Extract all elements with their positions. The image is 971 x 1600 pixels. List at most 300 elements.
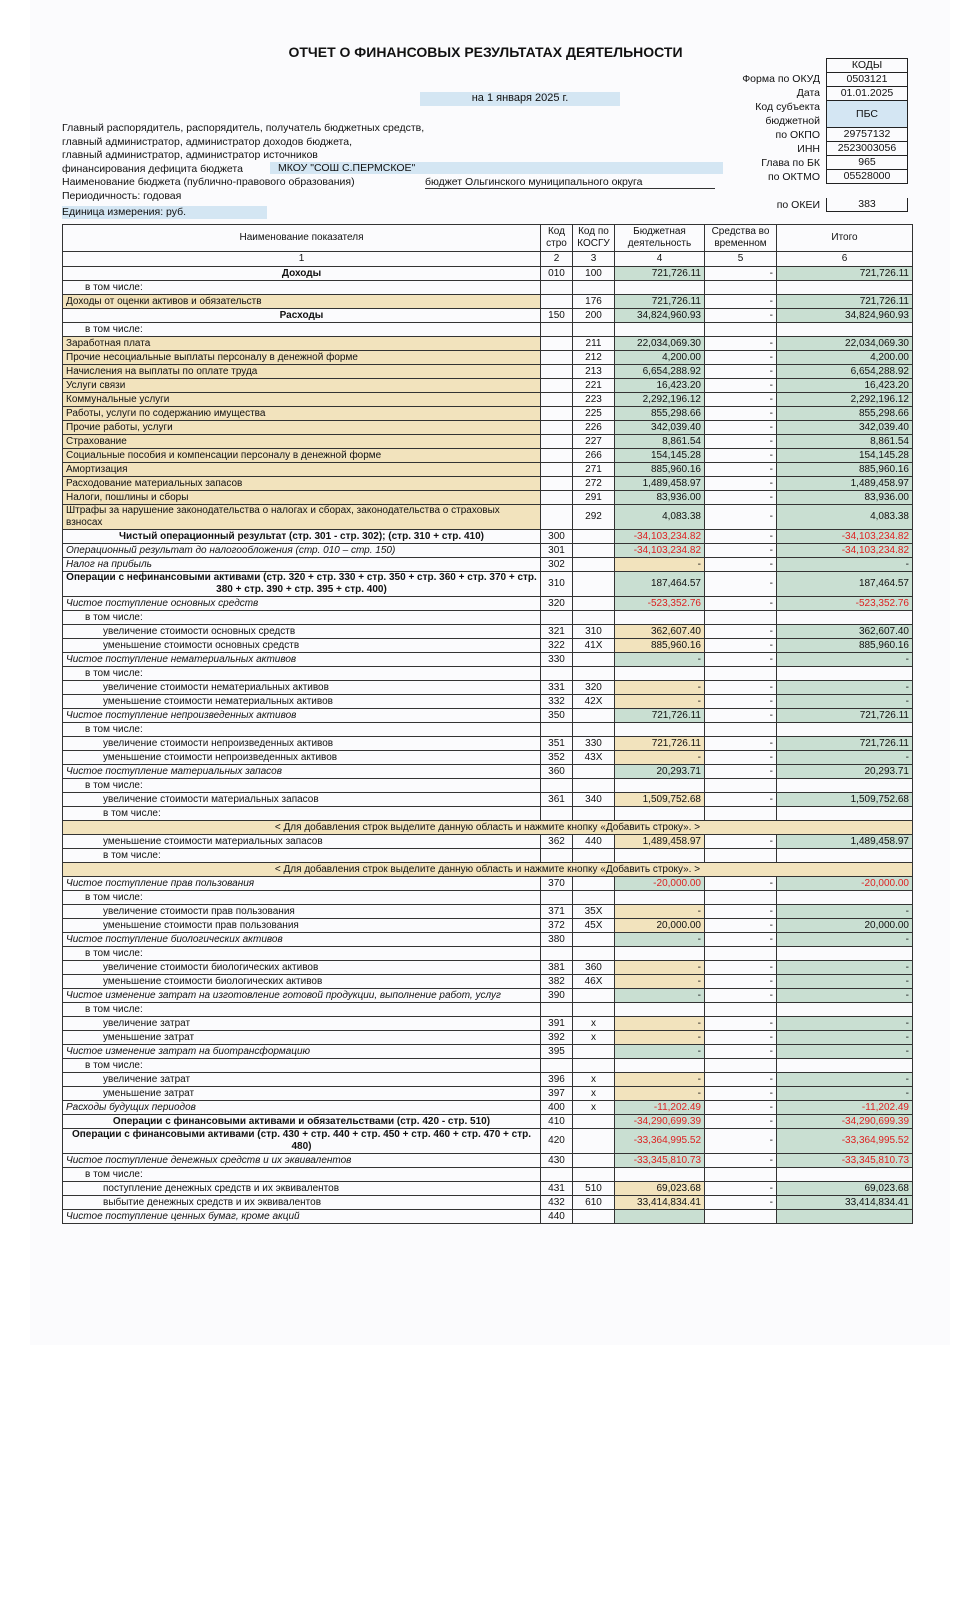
table-row — [63, 611, 913, 625]
row-kosgu — [573, 709, 615, 723]
row-budget-value[interactable]: - — [615, 695, 705, 709]
row-temp-value[interactable]: - — [705, 1154, 777, 1168]
row-budget-value[interactable]: -11,202.49 — [615, 1101, 705, 1115]
table-row — [63, 407, 913, 421]
row-code — [541, 449, 573, 463]
row-label: Работы, услуги по содержанию имущества — [63, 407, 541, 421]
table-row — [63, 323, 913, 337]
row-budget-value[interactable]: - — [615, 558, 705, 572]
row-kosgu: 100 — [573, 267, 615, 281]
row-label: уменьшение стоимости непроизведенных активов — [63, 751, 541, 765]
row-total-value: 154,145.28 — [777, 449, 913, 463]
row-temp-value[interactable]: - — [705, 572, 777, 597]
subject-code-label: Код субъекта — [755, 101, 820, 113]
row-total-value — [777, 807, 913, 821]
row-label: в том числе: — [63, 323, 541, 337]
table-row — [63, 849, 913, 863]
table-row — [63, 1115, 913, 1129]
row-temp-value — [705, 779, 777, 793]
row-code: 320 — [541, 597, 573, 611]
row-temp-value[interactable]: - — [705, 1182, 777, 1196]
table-row — [63, 1129, 913, 1154]
row-budget-value[interactable]: - — [615, 933, 705, 947]
row-temp-value[interactable]: - — [705, 737, 777, 751]
row-total-value: - — [777, 975, 913, 989]
row-budget-value[interactable]: - — [615, 1031, 705, 1045]
table-row — [63, 281, 913, 295]
row-budget-value — [615, 667, 705, 681]
row-budget-value[interactable]: 362,607.40 — [615, 625, 705, 639]
row-temp-value[interactable]: - — [705, 1129, 777, 1154]
table-row — [63, 1087, 913, 1101]
row-temp-value[interactable]: - — [705, 625, 777, 639]
col-num-4: 4 — [615, 252, 705, 267]
row-temp-value[interactable]: - — [705, 365, 777, 379]
row-budget-value[interactable]: -34,103,234.82 — [615, 530, 705, 544]
row-temp-value[interactable]: - — [705, 309, 777, 323]
row-total-value — [777, 323, 913, 337]
report-table — [62, 224, 913, 1224]
unit-of-measure: Единица измерения: руб. — [62, 206, 267, 219]
row-code: 381 — [541, 961, 573, 975]
table-row — [63, 765, 913, 779]
row-temp-value[interactable]: - — [705, 337, 777, 351]
row-budget-value[interactable]: 2,292,196.12 — [615, 393, 705, 407]
row-label: Операционный результат до налогообложения (стр. 010 – стр. 150) — [63, 544, 541, 558]
meta-line-5: Наименование бюджета (публично-правового образования) — [62, 176, 355, 188]
row-label: в том числе: — [63, 1003, 541, 1017]
row-budget-value[interactable]: - — [615, 975, 705, 989]
row-code — [541, 505, 573, 530]
table-row — [63, 309, 913, 323]
table-row — [63, 295, 913, 309]
row-total-value: 4,200.00 — [777, 351, 913, 365]
row-budget-value[interactable]: 1,489,458.97 — [615, 477, 705, 491]
row-budget-value[interactable]: - — [615, 1073, 705, 1087]
subject-code-label-2: бюджетной — [765, 115, 820, 127]
row-temp-value[interactable]: - — [705, 435, 777, 449]
row-budget-value[interactable]: -33,364,995.52 — [615, 1129, 705, 1154]
row-code: 397 — [541, 1087, 573, 1101]
row-temp-value[interactable]: - — [705, 393, 777, 407]
row-budget-value[interactable]: -34,290,699.39 — [615, 1115, 705, 1129]
col-num-3: 3 — [573, 252, 615, 267]
row-budget-value[interactable]: 20,000.00 — [615, 919, 705, 933]
row-label: в том числе: — [63, 667, 541, 681]
row-budget-value[interactable] — [615, 1210, 705, 1224]
row-kosgu: 320 — [573, 681, 615, 695]
row-temp-value[interactable]: - — [705, 1115, 777, 1129]
table-row — [63, 695, 913, 709]
row-kosgu: 46X — [573, 975, 615, 989]
row-temp-value[interactable]: - — [705, 709, 777, 723]
row-temp-value[interactable]: - — [705, 961, 777, 975]
row-budget-value[interactable]: 8,861.54 — [615, 435, 705, 449]
row-temp-value[interactable]: - — [705, 505, 777, 530]
budget-name: бюджет Ольгинского муниципального округа — [425, 176, 715, 189]
row-temp-value[interactable]: - — [705, 463, 777, 477]
row-label: Коммунальные услуги — [63, 393, 541, 407]
row-temp-value[interactable]: - — [705, 1101, 777, 1115]
table-row — [63, 351, 913, 365]
row-kosgu: 440 — [573, 835, 615, 849]
date-label: Дата — [796, 87, 820, 99]
row-kosgu: 310 — [573, 625, 615, 639]
row-total-value: - — [777, 989, 913, 1003]
row-budget-value[interactable]: 721,726.11 — [615, 295, 705, 309]
row-budget-value[interactable]: - — [615, 751, 705, 765]
row-temp-value[interactable]: - — [705, 835, 777, 849]
table-row — [63, 989, 913, 1003]
row-kosgu: 360 — [573, 961, 615, 975]
row-budget-value[interactable]: -523,352.76 — [615, 597, 705, 611]
meta-line-3: главный администратор, администратор источников — [62, 149, 318, 161]
row-kosgu — [573, 323, 615, 337]
row-code: 440 — [541, 1210, 573, 1224]
row-kosgu: 340 — [573, 793, 615, 807]
row-budget-value[interactable]: - — [615, 905, 705, 919]
row-temp-value[interactable]: - — [705, 530, 777, 544]
row-budget-value[interactable]: 885,960.16 — [615, 463, 705, 477]
row-kosgu: 291 — [573, 491, 615, 505]
row-total-value: - — [777, 1087, 913, 1101]
row-budget-value[interactable]: - — [615, 961, 705, 975]
row-kosgu — [573, 877, 615, 891]
table-row — [63, 975, 913, 989]
row-temp-value[interactable]: - — [705, 653, 777, 667]
table-row — [63, 530, 913, 544]
row-total-value — [777, 947, 913, 961]
row-budget-value[interactable]: -33,345,810.73 — [615, 1154, 705, 1168]
table-row — [63, 435, 913, 449]
row-temp-value — [705, 611, 777, 625]
row-code: 391 — [541, 1017, 573, 1031]
row-label: уменьшение стоимости биологических активов — [63, 975, 541, 989]
row-label: Чистое поступление основных средств — [63, 597, 541, 611]
row-budget-value — [615, 1059, 705, 1073]
row-kosgu: 43X — [573, 751, 615, 765]
table-row — [63, 1182, 913, 1196]
row-code — [541, 1059, 573, 1073]
table-row — [63, 891, 913, 905]
row-budget-value[interactable]: - — [615, 989, 705, 1003]
table-body — [63, 267, 913, 1224]
row-kosgu: 42X — [573, 695, 615, 709]
row-budget-value[interactable]: 69,023.68 — [615, 1182, 705, 1196]
row-kosgu: 212 — [573, 351, 615, 365]
row-kosgu: 221 — [573, 379, 615, 393]
row-kosgu — [573, 1003, 615, 1017]
row-budget-value[interactable]: - — [615, 681, 705, 695]
table-row — [63, 1017, 913, 1031]
row-code — [541, 393, 573, 407]
row-code — [541, 407, 573, 421]
row-label: Доходы от оценки активов и обязательств — [63, 295, 541, 309]
row-label: увеличение стоимости непроизведенных активов — [63, 737, 541, 751]
row-label: Амортизация — [63, 463, 541, 477]
table-row — [63, 639, 913, 653]
row-budget-value[interactable]: 83,936.00 — [615, 491, 705, 505]
table-row — [63, 449, 913, 463]
row-temp-value[interactable]: - — [705, 765, 777, 779]
row-budget-value[interactable]: -34,103,234.82 — [615, 544, 705, 558]
row-budget-value[interactable]: 33,414,834.41 — [615, 1196, 705, 1210]
table-row — [63, 877, 913, 891]
row-kosgu: 211 — [573, 337, 615, 351]
row-temp-value[interactable]: - — [705, 919, 777, 933]
row-budget-value[interactable]: 154,145.28 — [615, 449, 705, 463]
row-kosgu — [573, 849, 615, 863]
row-temp-value[interactable]: - — [705, 639, 777, 653]
row-kosgu — [573, 1059, 615, 1073]
row-label: в том числе: — [63, 723, 541, 737]
row-code — [541, 491, 573, 505]
row-code — [541, 351, 573, 365]
row-temp-value[interactable]: - — [705, 379, 777, 393]
organization-name[interactable]: МКОУ "СОШ С.ПЕРМСКОЕ" — [270, 162, 723, 174]
row-budget-value[interactable]: 187,464.57 — [615, 572, 705, 597]
table-row — [63, 905, 913, 919]
row-temp-value[interactable]: - — [705, 407, 777, 421]
row-kosgu — [573, 530, 615, 544]
table-row — [63, 1059, 913, 1073]
okei-value[interactable]: 383 — [826, 198, 908, 212]
row-total-value: -11,202.49 — [777, 1101, 913, 1115]
row-kosgu: 200 — [573, 309, 615, 323]
okpo-value[interactable]: 29757132 — [826, 128, 908, 142]
oktmo-value[interactable]: 05528000 — [826, 170, 908, 184]
row-temp-value[interactable]: - — [705, 267, 777, 281]
row-budget-value[interactable]: -20,000.00 — [615, 877, 705, 891]
row-total-value — [777, 1210, 913, 1224]
row-kosgu: 225 — [573, 407, 615, 421]
row-total-value: 2,292,196.12 — [777, 393, 913, 407]
row-code — [541, 1168, 573, 1182]
col-temp-header: Средства во временном — [705, 225, 777, 252]
table-row — [63, 933, 913, 947]
row-code — [541, 947, 573, 961]
row-temp-value[interactable]: - — [705, 558, 777, 572]
row-total-value: -523,352.76 — [777, 597, 913, 611]
row-temp-value[interactable]: - — [705, 477, 777, 491]
row-temp-value[interactable]: - — [705, 681, 777, 695]
row-budget-value[interactable]: 721,726.11 — [615, 737, 705, 751]
row-total-value — [777, 891, 913, 905]
row-label: в том числе: — [63, 281, 541, 295]
row-temp-value — [705, 723, 777, 737]
row-label: Чистое поступление нематериальных активов — [63, 653, 541, 667]
row-code: 410 — [541, 1115, 573, 1129]
row-total-value: -20,000.00 — [777, 877, 913, 891]
row-temp-value[interactable] — [705, 1210, 777, 1224]
row-temp-value — [705, 667, 777, 681]
row-code: 321 — [541, 625, 573, 639]
row-budget-value[interactable]: 6,654,288.92 — [615, 365, 705, 379]
row-kosgu: 292 — [573, 505, 615, 530]
row-budget-value — [615, 891, 705, 905]
row-temp-value[interactable]: - — [705, 933, 777, 947]
row-temp-value[interactable]: - — [705, 975, 777, 989]
date-value[interactable]: 01.01.2025 — [826, 87, 908, 101]
row-temp-value[interactable]: - — [705, 1073, 777, 1087]
table-row — [63, 723, 913, 737]
row-budget-value[interactable]: 20,293.71 — [615, 765, 705, 779]
row-temp-value[interactable]: - — [705, 989, 777, 1003]
add-row-hint[interactable] — [63, 821, 913, 835]
meta-line-2: главный администратор, администратор доходов бюджета, — [62, 135, 353, 148]
row-kosgu: 610 — [573, 1196, 615, 1210]
table-row — [63, 751, 913, 765]
row-kosgu: 271 — [573, 463, 615, 477]
row-label: в том числе: — [63, 779, 541, 793]
row-budget-value[interactable]: 885,960.16 — [615, 639, 705, 653]
row-budget-value[interactable]: 4,200.00 — [615, 351, 705, 365]
add-row-hint-text[interactable]: < Для добавления строк выделите данную область и нажмите кнопку «Добавить строку». > — [63, 863, 913, 877]
row-total-value — [777, 723, 913, 737]
table-header-row — [63, 225, 913, 252]
row-temp-value[interactable]: - — [705, 351, 777, 365]
row-code: 420 — [541, 1129, 573, 1154]
row-temp-value[interactable]: - — [705, 1087, 777, 1101]
subject-code-value[interactable]: ПБС — [826, 101, 908, 128]
row-label: увеличение затрат — [63, 1017, 541, 1031]
row-kosgu — [573, 891, 615, 905]
row-temp-value — [705, 1003, 777, 1017]
row-label: увеличение стоимости биологических активов — [63, 961, 541, 975]
row-kosgu — [573, 572, 615, 597]
col-num-6: 6 — [777, 252, 913, 267]
row-label: Операции с финансовыми активами и обязательствами (стр. 420 - стр. 510) — [63, 1115, 541, 1129]
row-temp-value[interactable]: - — [705, 1045, 777, 1059]
row-total-value — [777, 281, 913, 295]
row-total-value: 83,936.00 — [777, 491, 913, 505]
row-label: увеличение стоимости прав пользования — [63, 905, 541, 919]
row-code: 362 — [541, 835, 573, 849]
col-kosgu-header: Код по КОСГУ — [573, 225, 615, 252]
row-temp-value[interactable]: - — [705, 544, 777, 558]
row-temp-value[interactable]: - — [705, 905, 777, 919]
row-code: 432 — [541, 1196, 573, 1210]
row-temp-value[interactable]: - — [705, 695, 777, 709]
row-budget-value[interactable]: 16,423.20 — [615, 379, 705, 393]
row-kosgu — [573, 653, 615, 667]
table-row — [63, 779, 913, 793]
row-temp-value[interactable]: - — [705, 597, 777, 611]
row-label: Страхование — [63, 435, 541, 449]
row-label: увеличение стоимости материальных запасов — [63, 793, 541, 807]
row-budget-value — [615, 779, 705, 793]
table-row — [63, 919, 913, 933]
row-temp-value[interactable]: - — [705, 295, 777, 309]
row-kosgu — [573, 611, 615, 625]
row-budget-value[interactable]: 721,726.11 — [615, 267, 705, 281]
add-row-hint[interactable] — [63, 863, 913, 877]
row-budget-value[interactable]: - — [615, 1087, 705, 1101]
row-budget-value — [615, 1003, 705, 1017]
row-temp-value[interactable]: - — [705, 449, 777, 463]
row-kosgu: 176 — [573, 295, 615, 309]
row-temp-value[interactable]: - — [705, 421, 777, 435]
row-total-value: 22,034,069.30 — [777, 337, 913, 351]
okud-value[interactable]: 0503121 — [826, 73, 908, 87]
row-total-value: - — [777, 681, 913, 695]
row-budget-value[interactable]: 34,824,960.93 — [615, 309, 705, 323]
row-code: 331 — [541, 681, 573, 695]
row-temp-value[interactable]: - — [705, 751, 777, 765]
row-budget-value[interactable]: 721,726.11 — [615, 709, 705, 723]
row-temp-value[interactable]: - — [705, 793, 777, 807]
row-total-value: - — [777, 933, 913, 947]
row-budget-value[interactable]: - — [615, 1017, 705, 1031]
row-label: Операции с нефинансовыми активами (стр. 320 + стр. 330 + стр. 350 + стр. 360 + стр. 370 + стр. 380 + стр. 390 + стр. 395 + стр. 400) — [63, 572, 541, 597]
row-temp-value[interactable]: - — [705, 491, 777, 505]
row-total-value — [777, 1059, 913, 1073]
row-total-value: -33,364,995.52 — [777, 1129, 913, 1154]
row-code — [541, 295, 573, 309]
row-budget-value[interactable]: 1,509,752.68 — [615, 793, 705, 807]
row-budget-value[interactable]: 855,298.66 — [615, 407, 705, 421]
row-total-value: - — [777, 1045, 913, 1059]
row-label: в том числе: — [63, 1168, 541, 1182]
row-code — [541, 667, 573, 681]
row-total-value: - — [777, 558, 913, 572]
row-temp-value[interactable]: - — [705, 877, 777, 891]
add-row-hint-text[interactable]: < Для добавления строк выделите данную область и нажмите кнопку «Добавить строку». > — [63, 821, 913, 835]
inn-value[interactable]: 2523003056 — [826, 142, 908, 156]
table-row — [63, 737, 913, 751]
row-code: 380 — [541, 933, 573, 947]
table-row — [63, 365, 913, 379]
col-num-5: 5 — [705, 252, 777, 267]
row-total-value: 885,960.16 — [777, 639, 913, 653]
row-budget-value[interactable]: 4,083.38 — [615, 505, 705, 530]
row-kosgu — [573, 1129, 615, 1154]
row-temp-value[interactable]: - — [705, 1196, 777, 1210]
row-total-value: 6,654,288.92 — [777, 365, 913, 379]
row-budget-value[interactable]: - — [615, 1045, 705, 1059]
row-total-value: - — [777, 1017, 913, 1031]
row-temp-value[interactable]: - — [705, 1031, 777, 1045]
row-code: 392 — [541, 1031, 573, 1045]
row-budget-value[interactable]: 22,034,069.30 — [615, 337, 705, 351]
row-total-value: -34,103,234.82 — [777, 544, 913, 558]
row-code — [541, 463, 573, 477]
row-kosgu: x — [573, 1017, 615, 1031]
row-label: Чистое изменение затрат на биотрансформацию — [63, 1045, 541, 1059]
row-budget-value[interactable]: 342,039.40 — [615, 421, 705, 435]
row-total-value: 34,824,960.93 — [777, 309, 913, 323]
table-row — [63, 597, 913, 611]
meta-line-4: финансирования дефицита бюджета — [62, 162, 243, 175]
row-total-value: 1,509,752.68 — [777, 793, 913, 807]
table-row — [63, 1101, 913, 1115]
row-label: уменьшение стоимости прав пользования — [63, 919, 541, 933]
table-row — [63, 421, 913, 435]
row-kosgu — [573, 597, 615, 611]
row-temp-value — [705, 281, 777, 295]
row-total-value — [777, 1168, 913, 1182]
row-label: Расходование материальных запасов — [63, 477, 541, 491]
row-budget-value[interactable]: - — [615, 653, 705, 667]
row-temp-value[interactable]: - — [705, 1017, 777, 1031]
row-label: уменьшение затрат — [63, 1031, 541, 1045]
row-total-value: 342,039.40 — [777, 421, 913, 435]
row-label: уменьшение стоимости нематериальных активов — [63, 695, 541, 709]
row-budget-value[interactable]: 1,489,458.97 — [615, 835, 705, 849]
bk-value[interactable]: 965 — [826, 156, 908, 170]
row-label: Чистое поступление денежных средств и их эквивалентов — [63, 1154, 541, 1168]
table-row — [63, 1073, 913, 1087]
